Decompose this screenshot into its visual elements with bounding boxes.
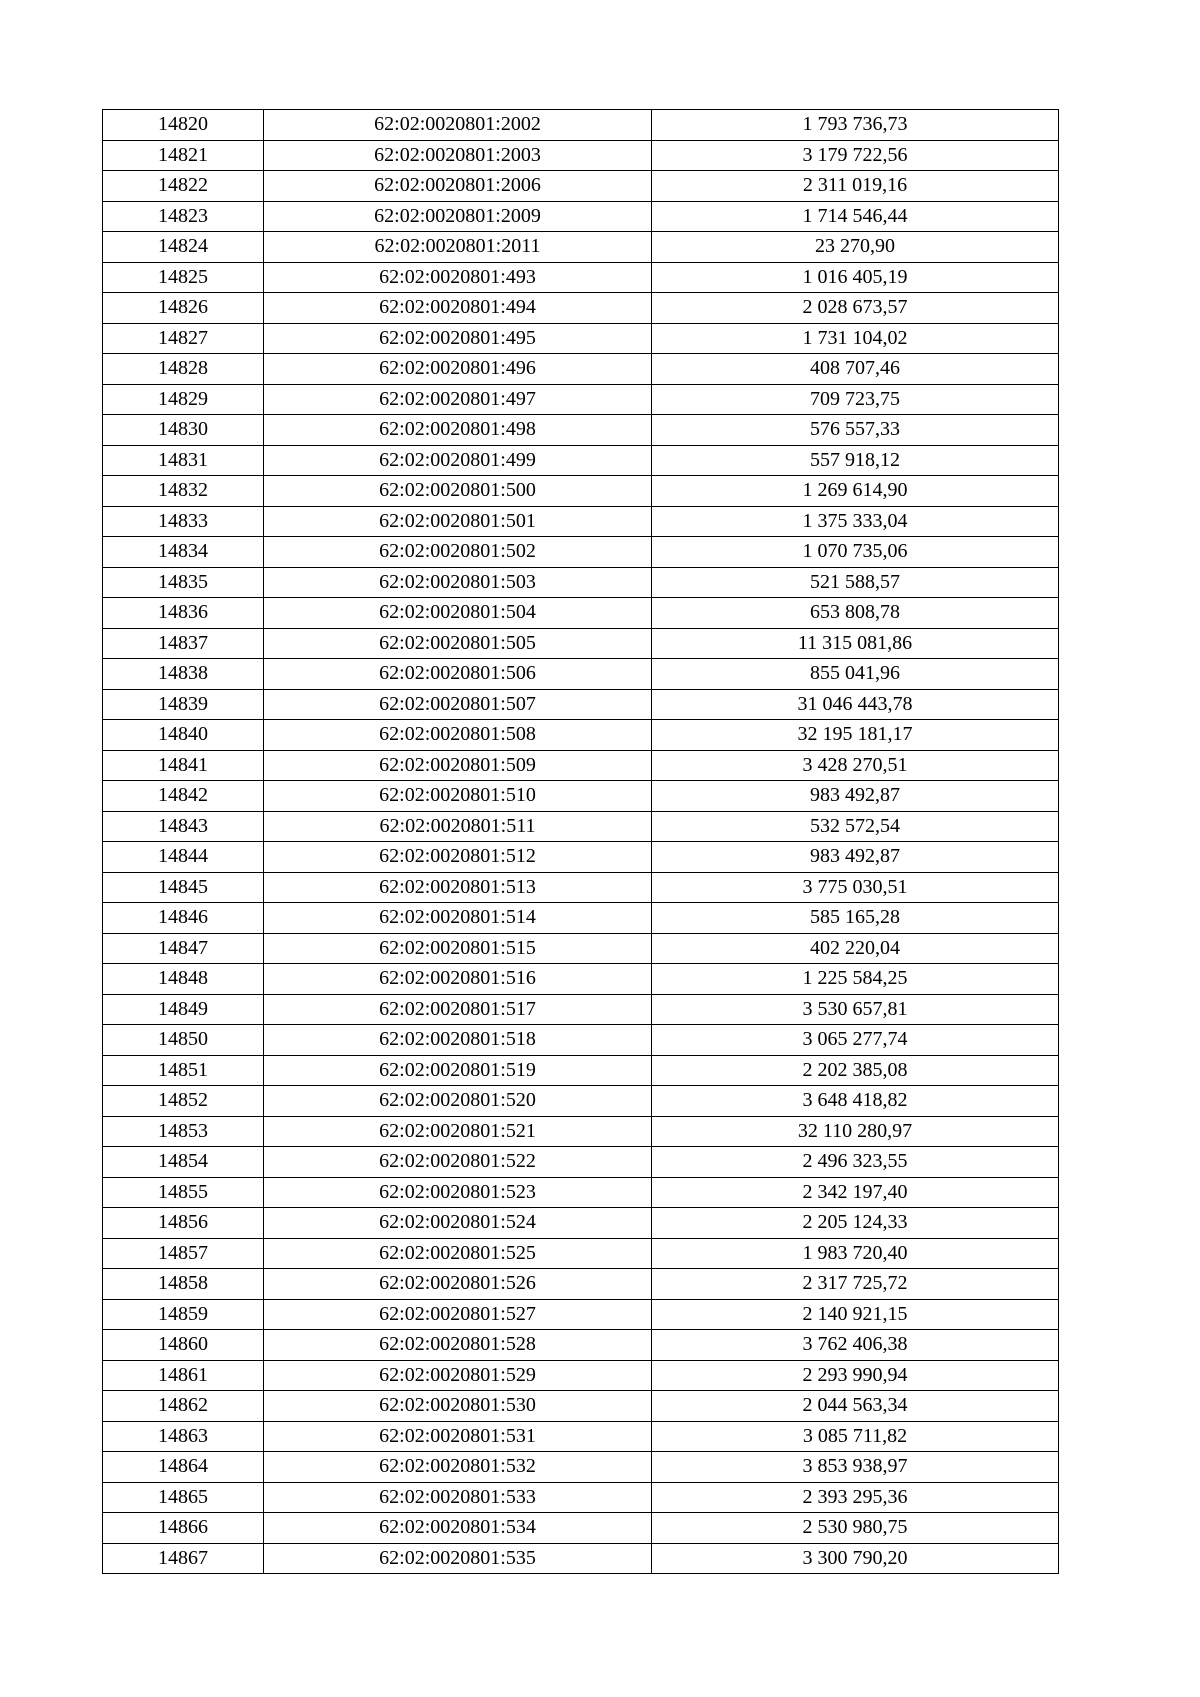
row-number-cell: 14860: [103, 1330, 264, 1361]
cadastral-value-cell: 3 428 270,51: [652, 750, 1059, 781]
cadastral-number-cell: 62:02:0020801:521: [264, 1116, 652, 1147]
cadastral-value-cell: 3 648 418,82: [652, 1086, 1059, 1117]
cadastral-number-cell: 62:02:0020801:510: [264, 781, 652, 812]
cadastral-value-cell: 2 317 725,72: [652, 1269, 1059, 1300]
table-row: [103, 598, 1059, 629]
cadastral-value-cell: 3 762 406,38: [652, 1330, 1059, 1361]
table-row: [103, 720, 1059, 751]
cadastral-value-cell: 3 853 938,97: [652, 1452, 1059, 1483]
cadastral-value-cell: 2 311 019,16: [652, 171, 1059, 202]
cadastral-number-cell: 62:02:0020801:515: [264, 933, 652, 964]
row-number-cell: 14831: [103, 445, 264, 476]
row-number-cell: 14858: [103, 1269, 264, 1300]
cadastral-number-cell: 62:02:0020801:504: [264, 598, 652, 629]
table-row: [103, 567, 1059, 598]
row-number-cell: 14827: [103, 323, 264, 354]
cadastral-value-cell: 3 300 790,20: [652, 1543, 1059, 1574]
table-row: [103, 1177, 1059, 1208]
cadastral-value-cell: 1 070 735,06: [652, 537, 1059, 568]
cadastral-number-cell: 62:02:0020801:518: [264, 1025, 652, 1056]
table-row: [103, 415, 1059, 446]
table-row: [103, 1269, 1059, 1300]
table-row: [103, 689, 1059, 720]
row-number-cell: 14826: [103, 293, 264, 324]
cadastral-number-cell: 62:02:0020801:526: [264, 1269, 652, 1300]
table-row: [103, 1055, 1059, 1086]
row-number-cell: 14866: [103, 1513, 264, 1544]
cadastral-value-cell: 1 983 720,40: [652, 1238, 1059, 1269]
table-row: [103, 1330, 1059, 1361]
cadastral-value-cell: 3 065 277,74: [652, 1025, 1059, 1056]
row-number-cell: 14823: [103, 201, 264, 232]
table-row: [103, 1299, 1059, 1330]
table-row: [103, 1391, 1059, 1422]
table-row: [103, 1025, 1059, 1056]
cadastral-number-cell: 62:02:0020801:508: [264, 720, 652, 751]
cadastral-number-cell: 62:02:0020801:522: [264, 1147, 652, 1178]
cadastral-value-cell: 557 918,12: [652, 445, 1059, 476]
row-number-cell: 14847: [103, 933, 264, 964]
table-row: [103, 445, 1059, 476]
cadastral-value-cell: 532 572,54: [652, 811, 1059, 842]
table-row: [103, 1208, 1059, 1239]
table-row: [103, 1360, 1059, 1391]
cadastral-value-cell: 402 220,04: [652, 933, 1059, 964]
cadastral-number-cell: 62:02:0020801:498: [264, 415, 652, 446]
cadastral-value-cell: 2 342 197,40: [652, 1177, 1059, 1208]
table-row: [103, 933, 1059, 964]
row-number-cell: 14848: [103, 964, 264, 995]
cadastral-number-cell: 62:02:0020801:511: [264, 811, 652, 842]
cadastral-value-cell: 1 714 546,44: [652, 201, 1059, 232]
cadastral-value-cell: 2 530 980,75: [652, 1513, 1059, 1544]
table-body: [103, 110, 1059, 1574]
cadastral-number-cell: 62:02:0020801:530: [264, 1391, 652, 1422]
table-row: [103, 506, 1059, 537]
table-row: [103, 110, 1059, 141]
cadastral-value-cell: 3 085 711,82: [652, 1421, 1059, 1452]
table-row: [103, 659, 1059, 690]
cadastral-number-cell: 62:02:0020801:495: [264, 323, 652, 354]
cadastral-value-cell: 2 044 563,34: [652, 1391, 1059, 1422]
cadastral-value-cell: 855 041,96: [652, 659, 1059, 690]
row-number-cell: 14855: [103, 1177, 264, 1208]
table-row: [103, 1238, 1059, 1269]
cadastral-number-cell: 62:02:0020801:528: [264, 1330, 652, 1361]
row-number-cell: 14852: [103, 1086, 264, 1117]
cadastral-value-cell: 3 775 030,51: [652, 872, 1059, 903]
cadastral-number-cell: 62:02:0020801:512: [264, 842, 652, 873]
table-row: [103, 872, 1059, 903]
cadastral-number-cell: 62:02:0020801:524: [264, 1208, 652, 1239]
cadastral-number-cell: 62:02:0020801:505: [264, 628, 652, 659]
row-number-cell: 14828: [103, 354, 264, 385]
row-number-cell: 14838: [103, 659, 264, 690]
cadastral-value-cell: 2 205 124,33: [652, 1208, 1059, 1239]
cadastral-value-cell: 31 046 443,78: [652, 689, 1059, 720]
row-number-cell: 14829: [103, 384, 264, 415]
cadastral-number-cell: 62:02:0020801:513: [264, 872, 652, 903]
table-row: [103, 262, 1059, 293]
table-row: [103, 750, 1059, 781]
cadastral-number-cell: 62:02:0020801:2009: [264, 201, 652, 232]
cadastral-value-cell: 1 731 104,02: [652, 323, 1059, 354]
row-number-cell: 14843: [103, 811, 264, 842]
row-number-cell: 14861: [103, 1360, 264, 1391]
cadastral-number-cell: 62:02:0020801:2002: [264, 110, 652, 141]
table-row: [103, 842, 1059, 873]
cadastral-value-cell: 709 723,75: [652, 384, 1059, 415]
cadastral-number-cell: 62:02:0020801:533: [264, 1482, 652, 1513]
row-number-cell: 14830: [103, 415, 264, 446]
cadastral-value-cell: 521 588,57: [652, 567, 1059, 598]
cadastral-value-cell: 1 375 333,04: [652, 506, 1059, 537]
table-row: [103, 1147, 1059, 1178]
cadastral-number-cell: 62:02:0020801:516: [264, 964, 652, 995]
cadastral-number-cell: 62:02:0020801:531: [264, 1421, 652, 1452]
cadastral-number-cell: 62:02:0020801:507: [264, 689, 652, 720]
row-number-cell: 14822: [103, 171, 264, 202]
row-number-cell: 14842: [103, 781, 264, 812]
row-number-cell: 14824: [103, 232, 264, 263]
cadastral-number-cell: 62:02:0020801:502: [264, 537, 652, 568]
cadastral-value-cell: 11 315 081,86: [652, 628, 1059, 659]
table-row: [103, 903, 1059, 934]
cadastral-value-cell: 32 195 181,17: [652, 720, 1059, 751]
row-number-cell: 14854: [103, 1147, 264, 1178]
table-row: [103, 293, 1059, 324]
table-row: [103, 1543, 1059, 1574]
table-row: [103, 1086, 1059, 1117]
cadastral-number-cell: 62:02:0020801:494: [264, 293, 652, 324]
cadastral-value-cell: 585 165,28: [652, 903, 1059, 934]
cadastral-value-cell: 23 270,90: [652, 232, 1059, 263]
row-number-cell: 14851: [103, 1055, 264, 1086]
row-number-cell: 14836: [103, 598, 264, 629]
cadastral-value-cell: 3 179 722,56: [652, 140, 1059, 171]
table-row: [103, 1421, 1059, 1452]
cadastral-value-cell: 2 393 295,36: [652, 1482, 1059, 1513]
cadastral-number-cell: 62:02:0020801:527: [264, 1299, 652, 1330]
row-number-cell: 14857: [103, 1238, 264, 1269]
table-row: [103, 964, 1059, 995]
table-row: [103, 171, 1059, 202]
row-number-cell: 14859: [103, 1299, 264, 1330]
table-row: [103, 232, 1059, 263]
cadastral-value-cell: 983 492,87: [652, 781, 1059, 812]
cadastral-number-cell: 62:02:0020801:534: [264, 1513, 652, 1544]
cadastral-value-cell: 983 492,87: [652, 842, 1059, 873]
row-number-cell: 14863: [103, 1421, 264, 1452]
table-row: [103, 354, 1059, 385]
cadastral-number-cell: 62:02:0020801:501: [264, 506, 652, 537]
cadastral-value-cell: 2 293 990,94: [652, 1360, 1059, 1391]
row-number-cell: 14833: [103, 506, 264, 537]
row-number-cell: 14832: [103, 476, 264, 507]
cadastral-number-cell: 62:02:0020801:514: [264, 903, 652, 934]
row-number-cell: 14834: [103, 537, 264, 568]
cadastral-value-cell: 2 028 673,57: [652, 293, 1059, 324]
cadastral-value-cell: 3 530 657,81: [652, 994, 1059, 1025]
cadastral-value-cell: 1 225 584,25: [652, 964, 1059, 995]
cadastral-value-cell: 32 110 280,97: [652, 1116, 1059, 1147]
row-number-cell: 14846: [103, 903, 264, 934]
cadastral-number-cell: 62:02:0020801:500: [264, 476, 652, 507]
cadastral-number-cell: 62:02:0020801:497: [264, 384, 652, 415]
cadastral-number-cell: 62:02:0020801:496: [264, 354, 652, 385]
row-number-cell: 14862: [103, 1391, 264, 1422]
row-number-cell: 14849: [103, 994, 264, 1025]
table-row: [103, 476, 1059, 507]
cadastral-number-cell: 62:02:0020801:520: [264, 1086, 652, 1117]
table-row: [103, 1116, 1059, 1147]
table-row: [103, 811, 1059, 842]
cadastral-number-cell: 62:02:0020801:506: [264, 659, 652, 690]
table-row: [103, 628, 1059, 659]
row-number-cell: 14821: [103, 140, 264, 171]
cadastral-value-cell: 408 707,46: [652, 354, 1059, 385]
row-number-cell: 14841: [103, 750, 264, 781]
table-row: [103, 537, 1059, 568]
row-number-cell: 14820: [103, 110, 264, 141]
table-row: [103, 1452, 1059, 1483]
cadastral-number-cell: 62:02:0020801:2003: [264, 140, 652, 171]
cadastral-value-cell: 653 808,78: [652, 598, 1059, 629]
table-row: [103, 140, 1059, 171]
cadastral-value-cell: 1 016 405,19: [652, 262, 1059, 293]
cadastral-number-cell: 62:02:0020801:509: [264, 750, 652, 781]
cadastral-number-cell: 62:02:0020801:2011: [264, 232, 652, 263]
row-number-cell: 14840: [103, 720, 264, 751]
row-number-cell: 14856: [103, 1208, 264, 1239]
row-number-cell: 14837: [103, 628, 264, 659]
table-row: [103, 1482, 1059, 1513]
cadastral-value-cell: 1 793 736,73: [652, 110, 1059, 141]
row-number-cell: 14865: [103, 1482, 264, 1513]
cadastral-value-cell: 576 557,33: [652, 415, 1059, 446]
cadastral-number-cell: 62:02:0020801:525: [264, 1238, 652, 1269]
table-row: [103, 1513, 1059, 1544]
cadastral-number-cell: 62:02:0020801:532: [264, 1452, 652, 1483]
cadastral-number-cell: 62:02:0020801:493: [264, 262, 652, 293]
cadastral-value-cell: 2 140 921,15: [652, 1299, 1059, 1330]
row-number-cell: 14839: [103, 689, 264, 720]
cadastral-number-cell: 62:02:0020801:523: [264, 1177, 652, 1208]
row-number-cell: 14850: [103, 1025, 264, 1056]
cadastral-number-cell: 62:02:0020801:503: [264, 567, 652, 598]
table-row: [103, 201, 1059, 232]
table-row: [103, 781, 1059, 812]
cadastral-number-cell: 62:02:0020801:529: [264, 1360, 652, 1391]
cadastral-number-cell: 62:02:0020801:517: [264, 994, 652, 1025]
row-number-cell: 14825: [103, 262, 264, 293]
cadastral-number-cell: 62:02:0020801:535: [264, 1543, 652, 1574]
row-number-cell: 14867: [103, 1543, 264, 1574]
row-number-cell: 14835: [103, 567, 264, 598]
cadastral-number-cell: 62:02:0020801:499: [264, 445, 652, 476]
cadastral-number-cell: 62:02:0020801:2006: [264, 171, 652, 202]
cadastral-number-cell: 62:02:0020801:519: [264, 1055, 652, 1086]
row-number-cell: 14844: [103, 842, 264, 873]
row-number-cell: 14845: [103, 872, 264, 903]
cadastral-value-table: [102, 109, 1059, 1574]
row-number-cell: 14853: [103, 1116, 264, 1147]
row-number-cell: 14864: [103, 1452, 264, 1483]
cadastral-value-cell: 1 269 614,90: [652, 476, 1059, 507]
cadastral-value-cell: 2 202 385,08: [652, 1055, 1059, 1086]
cadastral-value-cell: 2 496 323,55: [652, 1147, 1059, 1178]
table-row: [103, 384, 1059, 415]
table-row: [103, 994, 1059, 1025]
table-row: [103, 323, 1059, 354]
